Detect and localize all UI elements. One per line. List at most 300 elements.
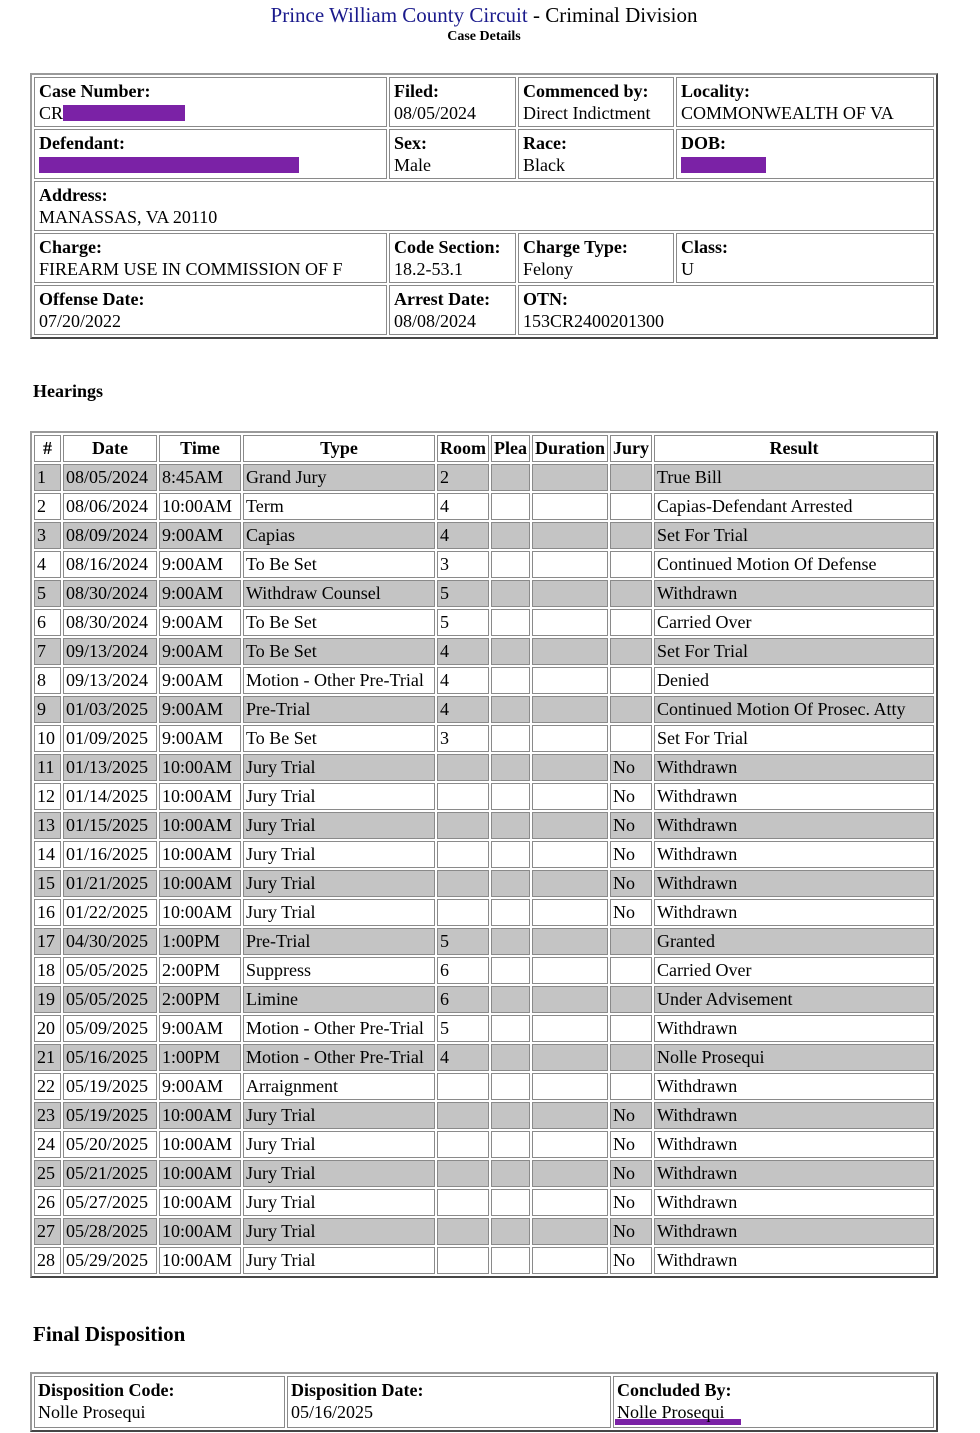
hearings-header-row <box>34 435 934 462</box>
hearing-number-cell: 6 <box>34 609 61 636</box>
hearing-type-cell: Jury Trial <box>243 1131 435 1158</box>
hearing-type-cell: Arraignment <box>243 1073 435 1100</box>
arrest-date-cell <box>389 285 516 335</box>
defendant-cell <box>34 129 387 179</box>
commenced-by-value: Direct Indictment <box>523 103 651 123</box>
table-row <box>34 551 934 578</box>
hearing-room-cell: 5 <box>437 1015 489 1042</box>
hearing-room-cell <box>437 1247 489 1274</box>
hearing-type-cell: To Be Set <box>243 551 435 578</box>
hearing-duration-cell <box>532 783 608 810</box>
hearing-plea-cell <box>491 783 530 810</box>
hearing-plea-cell <box>491 957 530 984</box>
hearing-type-cell: Motion - Other Pre-Trial <box>243 1015 435 1042</box>
hearing-date-cell: 05/21/2025 <box>63 1160 157 1187</box>
redaction-bar <box>681 157 766 173</box>
hearing-duration-cell <box>532 1015 608 1042</box>
hearing-duration-cell <box>532 580 608 607</box>
division-name: Criminal Division <box>545 3 698 27</box>
hearing-date-cell: 08/16/2024 <box>63 551 157 578</box>
hearing-number-cell: 22 <box>34 1073 61 1100</box>
redaction-bar <box>39 157 299 173</box>
table-row <box>34 667 934 694</box>
hearing-time-cell: 10:00AM <box>159 1160 241 1187</box>
hearing-result-cell: Carried Over <box>654 609 934 636</box>
column-header-number: # <box>34 435 61 462</box>
hearing-type-cell: Motion - Other Pre-Trial <box>243 1044 435 1071</box>
hearing-number-cell: 12 <box>34 783 61 810</box>
hearing-result-cell: Withdrawn <box>654 899 934 926</box>
offense-date-cell <box>34 285 387 335</box>
hearing-result-cell: Withdrawn <box>654 1015 934 1042</box>
hearing-result-cell: Withdrawn <box>654 870 934 897</box>
hearing-type-cell: Jury Trial <box>243 899 435 926</box>
hearing-plea-cell <box>491 638 530 665</box>
hearing-plea-cell <box>491 522 530 549</box>
hearing-time-cell: 9:00AM <box>159 580 241 607</box>
table-row <box>34 1218 934 1245</box>
hearing-room-cell <box>437 1218 489 1245</box>
hearing-duration-cell <box>532 1189 608 1216</box>
hearing-plea-cell <box>491 1015 530 1042</box>
class-value: U <box>681 259 694 279</box>
hearing-duration-cell <box>532 1102 608 1129</box>
hearing-plea-cell <box>491 1160 530 1187</box>
hearing-room-cell: 5 <box>437 609 489 636</box>
hearing-jury-cell: No <box>610 754 652 781</box>
charge-type-value: Felony <box>523 259 574 279</box>
table-row <box>34 464 934 491</box>
table-row <box>34 580 934 607</box>
hearing-jury-cell: No <box>610 1247 652 1274</box>
disposition-date-value: 05/16/2025 <box>291 1402 374 1422</box>
hearing-time-cell: 9:00AM <box>159 667 241 694</box>
filed-cell <box>389 77 516 127</box>
hearings-table <box>30 431 938 1278</box>
code-section-cell <box>389 233 516 283</box>
hearing-jury-cell <box>610 667 652 694</box>
hearing-plea-cell <box>491 1189 530 1216</box>
hearing-duration-cell <box>532 957 608 984</box>
hearing-date-cell: 05/28/2025 <box>63 1218 157 1245</box>
hearing-date-cell: 08/09/2024 <box>63 522 157 549</box>
hearing-date-cell: 08/30/2024 <box>63 609 157 636</box>
hearing-type-cell: Jury Trial <box>243 812 435 839</box>
hearing-type-cell: Term <box>243 493 435 520</box>
hearing-result-cell: Capias-Defendant Arrested <box>654 493 934 520</box>
hearing-jury-cell: No <box>610 783 652 810</box>
hearing-type-cell: To Be Set <box>243 609 435 636</box>
hearing-time-cell: 1:00PM <box>159 928 241 955</box>
page-title <box>0 2 968 28</box>
hearing-date-cell: 01/14/2025 <box>63 783 157 810</box>
hearing-jury-cell: No <box>610 1218 652 1245</box>
offense-date-label: Offense Date: <box>39 289 145 309</box>
hearing-number-cell: 7 <box>34 638 61 665</box>
hearing-room-cell: 3 <box>437 551 489 578</box>
hearing-plea-cell <box>491 841 530 868</box>
hearing-room-cell <box>437 899 489 926</box>
hearing-room-cell: 5 <box>437 580 489 607</box>
offense-date-value: 07/20/2022 <box>39 311 122 331</box>
column-header-result: Result <box>654 435 934 462</box>
hearing-date-cell: 08/30/2024 <box>63 580 157 607</box>
locality-cell <box>676 77 934 127</box>
race-value: Black <box>523 155 565 175</box>
hearing-number-cell: 11 <box>34 754 61 781</box>
hearing-number-cell: 5 <box>34 580 61 607</box>
class-label: Class: <box>681 237 729 257</box>
final-disposition-heading: Final Disposition <box>33 1322 186 1346</box>
hearing-result-cell: Withdrawn <box>654 1102 934 1129</box>
table-row <box>34 609 934 636</box>
concluded-by-cell <box>613 1376 934 1428</box>
hearing-date-cell: 08/06/2024 <box>63 493 157 520</box>
hearing-date-cell: 05/16/2025 <box>63 1044 157 1071</box>
hearing-type-cell: Suppress <box>243 957 435 984</box>
hearing-duration-cell <box>532 551 608 578</box>
hearing-plea-cell <box>491 1102 530 1129</box>
hearing-type-cell: Jury Trial <box>243 783 435 810</box>
hearing-date-cell: 05/19/2025 <box>63 1102 157 1129</box>
hearing-type-cell: Capias <box>243 522 435 549</box>
hearing-type-cell: Jury Trial <box>243 1247 435 1274</box>
hearing-jury-cell: No <box>610 1102 652 1129</box>
hearing-time-cell: 1:00PM <box>159 1044 241 1071</box>
hearing-type-cell: Jury Trial <box>243 870 435 897</box>
hearing-duration-cell <box>532 1218 608 1245</box>
hearing-jury-cell: No <box>610 1189 652 1216</box>
column-header-jury: Jury <box>610 435 652 462</box>
hearing-time-cell: 10:00AM <box>159 899 241 926</box>
table-row <box>34 841 934 868</box>
hearing-type-cell: Jury Trial <box>243 1160 435 1187</box>
case-number-value: CR <box>39 103 64 123</box>
hearing-date-cell: 09/13/2024 <box>63 667 157 694</box>
hearing-number-cell: 28 <box>34 1247 61 1274</box>
hearing-number-cell: 19 <box>34 986 61 1013</box>
race-label: Race: <box>523 133 567 153</box>
concluded-by-value: Nolle Prosequi <box>617 1402 725 1422</box>
hearing-result-cell: Continued Motion Of Prosec. Atty <box>654 696 934 723</box>
sex-label: Sex: <box>394 133 427 153</box>
hearing-result-cell: Withdrawn <box>654 1160 934 1187</box>
hearing-room-cell <box>437 870 489 897</box>
sex-value: Male <box>394 155 431 175</box>
hearing-duration-cell <box>532 522 608 549</box>
hearing-duration-cell <box>532 696 608 723</box>
otn-value: 153CR2400201300 <box>523 311 665 331</box>
column-header-time: Time <box>159 435 241 462</box>
hearing-room-cell <box>437 783 489 810</box>
disposition-date-cell <box>287 1376 611 1428</box>
charge-type-cell <box>518 233 674 283</box>
locality-label: Locality: <box>681 81 750 101</box>
hearing-time-cell: 10:00AM <box>159 1247 241 1274</box>
commenced-by-cell <box>518 77 674 127</box>
hearing-plea-cell <box>491 754 530 781</box>
hearing-number-cell: 9 <box>34 696 61 723</box>
hearing-jury-cell <box>610 580 652 607</box>
hearing-date-cell: 01/15/2025 <box>63 812 157 839</box>
hearing-result-cell: True Bill <box>654 464 934 491</box>
hearing-room-cell: 4 <box>437 522 489 549</box>
hearing-number-cell: 3 <box>34 522 61 549</box>
hearing-result-cell: Under Advisement <box>654 986 934 1013</box>
charge-cell <box>34 233 387 283</box>
hearing-jury-cell: No <box>610 812 652 839</box>
hearing-result-cell: Withdrawn <box>654 1189 934 1216</box>
hearing-jury-cell: No <box>610 841 652 868</box>
hearing-date-cell: 05/27/2025 <box>63 1189 157 1216</box>
hearing-type-cell: Jury Trial <box>243 1189 435 1216</box>
hearings-body <box>34 464 934 1274</box>
hearing-time-cell: 8:45AM <box>159 464 241 491</box>
hearing-number-cell: 15 <box>34 870 61 897</box>
title-separator: - <box>527 3 546 27</box>
hearing-time-cell: 2:00PM <box>159 986 241 1013</box>
hearing-room-cell: 4 <box>437 638 489 665</box>
address-label: Address: <box>39 185 108 205</box>
hearing-jury-cell <box>610 638 652 665</box>
table-row <box>34 1247 934 1274</box>
hearing-jury-cell <box>610 986 652 1013</box>
disposition-code-value: Nolle Prosequi <box>38 1402 146 1422</box>
charge-label: Charge: <box>39 237 102 257</box>
table-row <box>34 725 934 752</box>
code-section-value: 18.2-53.1 <box>394 259 463 279</box>
hearing-plea-cell <box>491 812 530 839</box>
table-row <box>34 1131 934 1158</box>
hearing-plea-cell <box>491 493 530 520</box>
column-header-date: Date <box>63 435 157 462</box>
hearings-heading: Hearings <box>33 381 103 401</box>
hearing-room-cell <box>437 812 489 839</box>
hearing-time-cell: 9:00AM <box>159 638 241 665</box>
table-row <box>34 1044 934 1071</box>
hearing-jury-cell: No <box>610 870 652 897</box>
hearing-time-cell: 10:00AM <box>159 812 241 839</box>
hearing-number-cell: 18 <box>34 957 61 984</box>
hearing-type-cell: To Be Set <box>243 638 435 665</box>
hearing-number-cell: 16 <box>34 899 61 926</box>
filed-value: 08/05/2024 <box>394 103 477 123</box>
address-value: MANASSAS, VA 20110 <box>39 207 218 227</box>
hearing-jury-cell: No <box>610 1160 652 1187</box>
hearing-type-cell: Limine <box>243 986 435 1013</box>
hearing-plea-cell <box>491 1044 530 1071</box>
hearing-time-cell: 9:00AM <box>159 551 241 578</box>
hearing-number-cell: 13 <box>34 812 61 839</box>
hearing-duration-cell <box>532 928 608 955</box>
code-section-label: Code Section: <box>394 237 501 257</box>
hearing-number-cell: 21 <box>34 1044 61 1071</box>
hearing-jury-cell <box>610 464 652 491</box>
hearing-plea-cell <box>491 1218 530 1245</box>
locality-value: COMMONWEALTH OF VA <box>681 103 894 123</box>
commenced-by-label: Commenced by: <box>523 81 649 101</box>
hearing-result-cell: Withdrawn <box>654 1073 934 1100</box>
hearing-duration-cell <box>532 1131 608 1158</box>
hearing-result-cell: Withdrawn <box>654 1131 934 1158</box>
table-row <box>34 899 934 926</box>
concluded-by-label: Concluded By: <box>617 1380 732 1400</box>
hearing-result-cell: Denied <box>654 667 934 694</box>
hearing-date-cell: 05/19/2025 <box>63 1073 157 1100</box>
hearing-room-cell <box>437 1189 489 1216</box>
hearing-result-cell: Granted <box>654 928 934 955</box>
dob-label: DOB: <box>681 133 726 153</box>
hearing-duration-cell <box>532 1160 608 1187</box>
redaction-bar <box>63 105 185 121</box>
hearing-room-cell: 4 <box>437 696 489 723</box>
arrest-date-value: 08/08/2024 <box>394 311 477 331</box>
hearing-duration-cell <box>532 725 608 752</box>
table-row <box>34 754 934 781</box>
table-row <box>34 928 934 955</box>
column-header-room: Room <box>437 435 489 462</box>
hearing-number-cell: 10 <box>34 725 61 752</box>
hearing-room-cell <box>437 1102 489 1129</box>
case-number-label: Case Number: <box>39 81 151 101</box>
hearing-jury-cell <box>610 522 652 549</box>
hearing-type-cell: Pre-Trial <box>243 928 435 955</box>
hearing-type-cell: Jury Trial <box>243 1218 435 1245</box>
hearing-date-cell: 01/13/2025 <box>63 754 157 781</box>
hearing-number-cell: 24 <box>34 1131 61 1158</box>
hearing-result-cell: Withdrawn <box>654 754 934 781</box>
otn-label: OTN: <box>523 289 568 309</box>
hearing-jury-cell <box>610 1073 652 1100</box>
hearing-time-cell: 10:00AM <box>159 493 241 520</box>
final-disposition-table <box>30 1372 938 1432</box>
hearing-plea-cell <box>491 899 530 926</box>
hearing-number-cell: 20 <box>34 1015 61 1042</box>
sex-cell <box>389 129 516 179</box>
hearing-jury-cell <box>610 957 652 984</box>
hearing-room-cell: 2 <box>437 464 489 491</box>
hearing-result-cell: Withdrawn <box>654 841 934 868</box>
hearing-plea-cell <box>491 1131 530 1158</box>
column-header-duration: Duration <box>532 435 608 462</box>
hearing-plea-cell <box>491 464 530 491</box>
hearing-room-cell: 6 <box>437 957 489 984</box>
hearing-jury-cell <box>610 609 652 636</box>
hearing-plea-cell <box>491 1073 530 1100</box>
hearing-number-cell: 23 <box>34 1102 61 1129</box>
hearing-type-cell: Jury Trial <box>243 841 435 868</box>
hearing-result-cell: Set For Trial <box>654 725 934 752</box>
disposition-date-label: Disposition Date: <box>291 1380 424 1400</box>
hearing-date-cell: 05/05/2025 <box>63 986 157 1013</box>
hearing-time-cell: 10:00AM <box>159 1102 241 1129</box>
hearing-plea-cell <box>491 986 530 1013</box>
hearing-date-cell: 01/21/2025 <box>63 870 157 897</box>
hearing-number-cell: 17 <box>34 928 61 955</box>
hearing-date-cell: 09/13/2024 <box>63 638 157 665</box>
hearing-room-cell <box>437 841 489 868</box>
hearing-result-cell: Continued Motion Of Defense <box>654 551 934 578</box>
hearing-time-cell: 10:00AM <box>159 1131 241 1158</box>
hearing-room-cell <box>437 754 489 781</box>
hearing-number-cell: 8 <box>34 667 61 694</box>
hearing-number-cell: 25 <box>34 1160 61 1187</box>
race-cell <box>518 129 674 179</box>
filed-label: Filed: <box>394 81 439 101</box>
hearing-number-cell: 2 <box>34 493 61 520</box>
table-row <box>34 1102 934 1129</box>
hearing-type-cell: Withdraw Counsel <box>243 580 435 607</box>
hearing-plea-cell <box>491 580 530 607</box>
hearing-date-cell: 05/20/2025 <box>63 1131 157 1158</box>
defendant-label: Defendant: <box>39 133 125 153</box>
hearing-plea-cell <box>491 870 530 897</box>
hearing-jury-cell <box>610 493 652 520</box>
hearing-date-cell: 04/30/2025 <box>63 928 157 955</box>
hearing-duration-cell <box>532 754 608 781</box>
hearing-duration-cell <box>532 899 608 926</box>
hearing-jury-cell <box>610 928 652 955</box>
page-header <box>0 2 968 46</box>
case-details-table <box>30 73 938 339</box>
hearing-plea-cell <box>491 928 530 955</box>
court-name: Prince William County Circuit <box>270 3 528 27</box>
column-header-plea: Plea <box>491 435 530 462</box>
hearing-room-cell: 4 <box>437 1044 489 1071</box>
hearing-time-cell: 9:00AM <box>159 725 241 752</box>
hearing-result-cell: Withdrawn <box>654 1218 934 1245</box>
hearing-jury-cell <box>610 551 652 578</box>
hearing-time-cell: 9:00AM <box>159 1015 241 1042</box>
table-row <box>34 870 934 897</box>
hearing-result-cell: Withdrawn <box>654 783 934 810</box>
hearing-duration-cell <box>532 464 608 491</box>
hearing-plea-cell <box>491 609 530 636</box>
hearing-plea-cell <box>491 667 530 694</box>
hearing-number-cell: 27 <box>34 1218 61 1245</box>
hearing-time-cell: 9:00AM <box>159 609 241 636</box>
table-row <box>34 783 934 810</box>
hearing-type-cell: Motion - Other Pre-Trial <box>243 667 435 694</box>
charge-value: FIREARM USE IN COMMISSION OF F <box>39 259 343 279</box>
hearing-date-cell: 05/29/2025 <box>63 1247 157 1274</box>
hearing-room-cell: 6 <box>437 986 489 1013</box>
table-row <box>34 812 934 839</box>
hearing-jury-cell: No <box>610 1131 652 1158</box>
hearing-jury-cell <box>610 696 652 723</box>
hearing-duration-cell <box>532 1247 608 1274</box>
table-row <box>34 1015 934 1042</box>
hearing-plea-cell <box>491 551 530 578</box>
hearing-result-cell: Withdrawn <box>654 580 934 607</box>
hearing-duration-cell <box>532 667 608 694</box>
hearing-duration-cell <box>532 493 608 520</box>
hearing-plea-cell <box>491 696 530 723</box>
table-row <box>34 638 934 665</box>
table-row <box>34 696 934 723</box>
hearing-room-cell: 5 <box>437 928 489 955</box>
hearing-number-cell: 14 <box>34 841 61 868</box>
hearing-type-cell: Pre-Trial <box>243 696 435 723</box>
hearing-type-cell: Jury Trial <box>243 1102 435 1129</box>
hearing-time-cell: 9:00AM <box>159 522 241 549</box>
hearing-result-cell: Set For Trial <box>654 638 934 665</box>
page-subtitle: Case Details <box>447 29 521 44</box>
address-cell <box>34 181 934 231</box>
hearing-time-cell: 10:00AM <box>159 870 241 897</box>
hearing-duration-cell <box>532 870 608 897</box>
hearing-type-cell: Jury Trial <box>243 754 435 781</box>
